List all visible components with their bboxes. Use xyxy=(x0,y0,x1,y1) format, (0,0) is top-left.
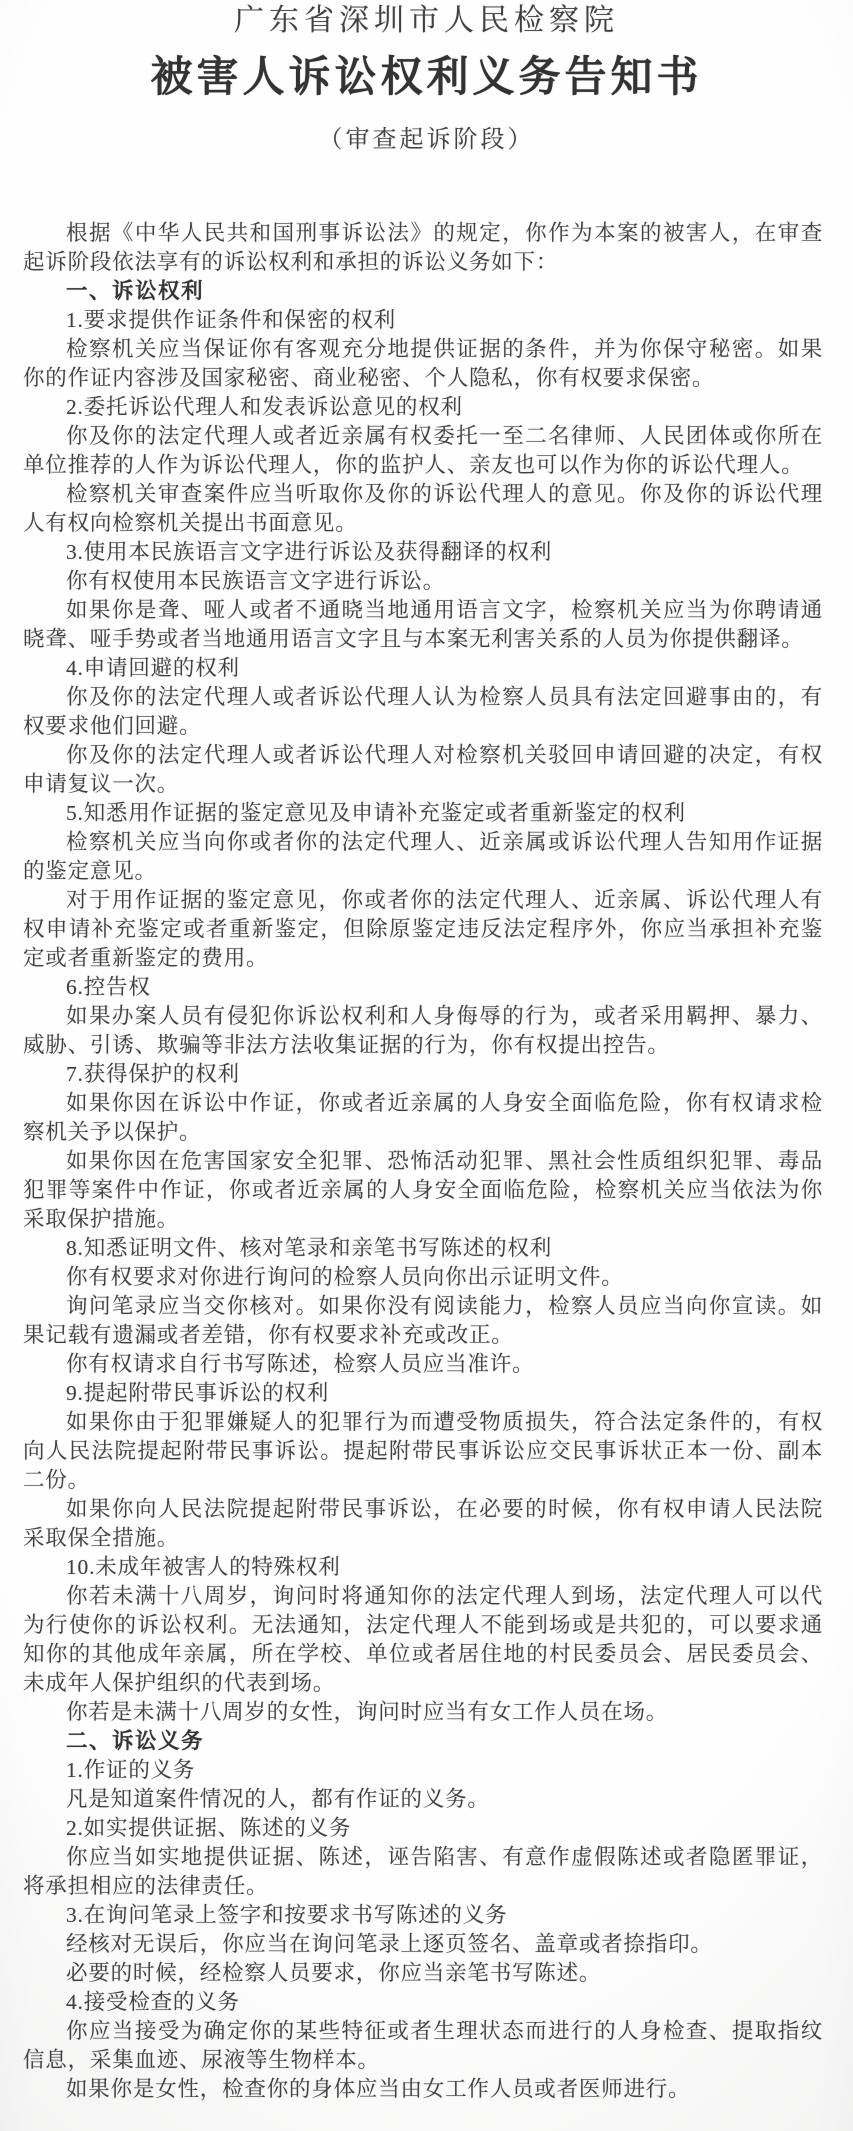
item-title: 8.知悉证明文件、核对笔录和亲笔书写陈述的权利 xyxy=(66,1236,553,1260)
item-paragraph: 必要的时候，经检察人员要求，你应当亲笔书写陈述。 xyxy=(66,1961,602,1985)
item-paragraph: 检察机关应当向你或者你的法定代理人、近亲属或诉讼代理人告知用作证据的鉴定意见。 xyxy=(23,830,823,883)
intro-paragraph: 根据《中华人民共和国刑事诉讼法》的规定，你作为本案的被害人，在审查起诉阶段依法享有的诉讼权利和承担的诉讼义务如下： xyxy=(23,221,823,274)
document-subtitle: （审查起诉阶段） xyxy=(318,127,535,153)
item-title: 5.知悉用作证据的鉴定意见及申请补充鉴定或者重新鉴定的权利 xyxy=(66,801,686,825)
item-paragraph: 检察机关审查案件应当听取你及你的诉讼代理人的意见。你及你的诉讼代理人有权向检察机关提出书面意见。 xyxy=(23,482,823,535)
item-paragraph: 对于用作证据的鉴定意见，你或者你的法定代理人、近亲属、诉讼代理人有权申请补充鉴定或者重新鉴定，但除原鉴定违反法定程序外，你应当承担补充鉴定或者重新鉴定的费用。 xyxy=(23,888,823,970)
item-paragraph: 你有权要求对你进行询问的检察人员向你出示证明文件。 xyxy=(66,1265,624,1289)
item-paragraph: 询问笔录应当交你核对。如果你没有阅读能力，检察人员应当向你宣读。如果记载有遗漏或者差错，你有权要求补充或改正。 xyxy=(23,1294,823,1347)
item-paragraph: 你及你的法定代理人或者近亲属有权委托一至二名律师、人民团体或你所在单位推荐的人作为诉讼代理人，你的监护人、亲友也可以作为你的诉讼代理人。 xyxy=(23,424,823,477)
item-paragraph: 你若未满十八周岁，询问时将通知你的法定代理人到场，法定代理人可以代为行使你的诉讼权利。无法通知，法定代理人不能到场或是共犯的，可以要求通知你的其他成年亲属，所在学校、单位或者居住地的村民委员会、居民委员会、未成年人保护组织的代表到场。 xyxy=(23,1584,823,1695)
section-heading: 一、诉讼权利 xyxy=(66,279,205,303)
item-paragraph: 你及你的法定代理人或者诉讼代理人认为检察人员具有法定回避事由的，有权要求他们回避。 xyxy=(23,685,823,738)
item-paragraph: 如果你是女性，检查你的身体应当由女工作人员或者医师进行。 xyxy=(66,2077,691,2101)
item-paragraph: 你有权使用本民族语言文字进行诉讼。 xyxy=(66,569,446,593)
item-paragraph: 如果你向人民法院提起附带民事诉讼，在必要的时候，你有权申请人民法院采取保全措施。 xyxy=(23,1497,823,1550)
item-paragraph: 你及你的法定代理人或者诉讼代理人对检察机关驳回申请回避的决定，有权申请复议一次。 xyxy=(23,743,823,796)
item-title: 2.如实提供证据、陈述的义务 xyxy=(66,1816,352,1840)
item-paragraph: 你有权请求自行书写陈述，检察人员应当准许。 xyxy=(66,1352,535,1376)
item-paragraph: 凡是知道案件情况的人，都有作证的义务。 xyxy=(66,1787,490,1811)
document-title: 被害人诉讼权利义务告知书 xyxy=(150,55,703,101)
item-title: 1.要求提供作证条件和保密的权利 xyxy=(66,308,396,332)
item-paragraph: 如果你因在诉讼中作证，你或者近亲属的人身安全面临危险，你有权请求检察机关予以保护。 xyxy=(23,1091,823,1144)
item-title: 10.未成年被害人的特殊权利 xyxy=(66,1555,341,1579)
item-title: 1.作证的义务 xyxy=(66,1758,196,1782)
document-org-title: 广东省深圳市人民检察院 xyxy=(234,4,619,37)
item-paragraph: 你应当如实地提供证据、陈述，诬告陷害、有意作虚假陈述或者隐匿罪证，将承担相应的法律责任。 xyxy=(23,1845,823,1898)
item-paragraph: 如果你因在危害国家安全犯罪、恐怖活动犯罪、黑社会性质组织犯罪、毒品犯罪等案件中作证，你或者近亲属的人身安全面临危险，检察机关应当依法为你采取保护措施。 xyxy=(23,1149,823,1231)
item-title: 3.在询问笔录上签字和按要求书写陈述的义务 xyxy=(66,1903,508,1927)
item-title: 2.委托诉讼代理人和发表诉讼意见的权利 xyxy=(66,395,463,419)
item-paragraph: 检察机关应当保证你有客观充分地提供证据的条件，并为你保守秘密。如果你的作证内容涉及国家秘密、商业秘密、个人隐私，你有权要求保密。 xyxy=(23,337,823,390)
item-paragraph: 如果你是聋、哑人或者不通晓当地通用语言文字，检察机关应当为你聘请通晓聋、哑手势或者当地通用语言文字且与本案无利害关系的人员为你提供翻译。 xyxy=(23,598,823,651)
item-title: 6.控告权 xyxy=(66,975,151,999)
item-title: 3.使用本民族语言文字进行诉讼及获得翻译的权利 xyxy=(66,540,553,564)
item-paragraph: 你应当接受为确定你的某些特征或者生理状态而进行的人身检查、提取指纹信息，采集血迹、尿液等生物样本。 xyxy=(23,2019,823,2072)
item-title: 4.接受检查的义务 xyxy=(66,1990,240,2014)
item-title: 4.申请回避的权利 xyxy=(66,656,240,680)
item-paragraph: 你若是未满十八周岁的女性，询问时应当有女工作人员在场。 xyxy=(66,1700,669,1724)
item-paragraph: 如果你由于犯罪嫌疑人的犯罪行为而遭受物质损失，符合法定条件的，有权向人民法院提起附带民事诉讼。提起附带民事诉讼应交民事诉状正本一份、副本二份。 xyxy=(23,1410,823,1492)
item-title: 7.获得保护的权利 xyxy=(66,1062,240,1086)
section-heading: 二、诉讼义务 xyxy=(66,1729,205,1753)
document-body xyxy=(0,219,853,2104)
item-paragraph: 如果办案人员有侵犯你诉讼权利和人身侮辱的行为，或者采用羁押、暴力、威胁、引诱、欺骗等非法方法收集证据的行为，你有权提出控告。 xyxy=(23,1004,823,1057)
item-paragraph: 经核对无误后，你应当在询问笔录上逐页签名、盖章或者捺指印。 xyxy=(66,1932,713,1956)
item-title: 9.提起附带民事诉讼的权利 xyxy=(66,1381,330,1405)
